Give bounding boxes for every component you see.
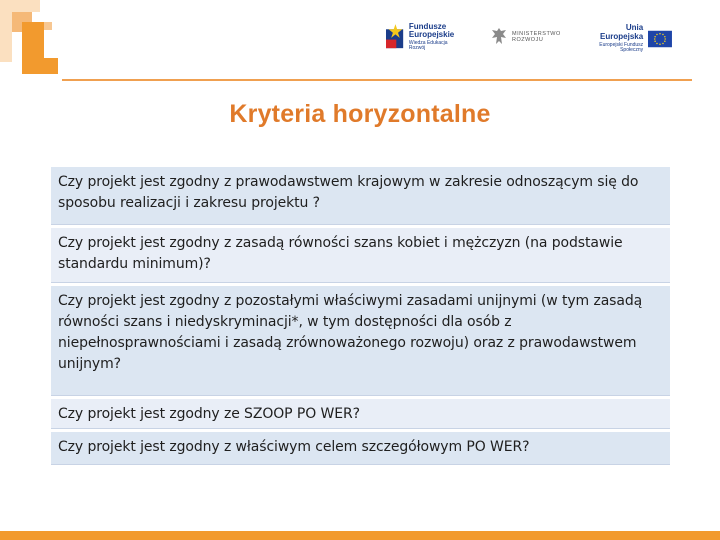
ministerstwo-rozwoju-logo <box>490 26 561 48</box>
criterion-item-1: Czy projekt jest zgodny z prawodawstwem krajowym w zakresie odnoszącym się do sposobu realizacji i zakresu projektu ? <box>51 167 670 225</box>
header-divider <box>62 79 692 81</box>
bottom-accent-bar <box>0 531 720 540</box>
unia-europejska-logo <box>592 24 672 54</box>
criterion-item-4: Czy projekt jest zgodny ze SZOOP PO WER? <box>51 399 670 429</box>
criterion-item-2: Czy projekt jest zgodny z zasadą równości szans kobiet i mężczyzn (na podstawie standardu minimum)? <box>51 228 670 283</box>
fe-line1: Fundusze <box>408 21 447 31</box>
criterion-item-3: Czy projekt jest zgodny z pozostałymi właściwymi zasadami unijnymi (w tym zasadą równości szans i niedyskryminacji*, w tym dostępności dla osób z niepełnosprawnościami i zasadą zrównoważonego rozwoju) oraz z prawodawstwem unijnym? <box>51 286 670 396</box>
eu-flag-icon <box>648 28 672 50</box>
ue-line1: Unia Europejska <box>600 23 644 41</box>
ue-line2: Europejski Fundusz Społeczny <box>599 41 644 54</box>
fe-line3: Wiedza Edukacja Rozwój <box>408 39 448 51</box>
criterion-item-5: Czy projekt jest zgodny z właściwym celem szczegółowym PO WER? <box>51 432 670 465</box>
corner-decoration <box>0 0 62 92</box>
page-title: Kryteria horyzontalne <box>229 100 491 128</box>
min-line2: ROZWOJU <box>512 37 544 43</box>
criteria-list <box>51 167 670 468</box>
fundusze-europejskie-logo <box>386 22 457 52</box>
eagle-emblem-icon <box>490 26 508 48</box>
fe-line2: Europejskie <box>408 30 455 40</box>
fe-star-icon <box>386 22 405 52</box>
min-line1: MINISTERSTWO <box>512 30 561 37</box>
